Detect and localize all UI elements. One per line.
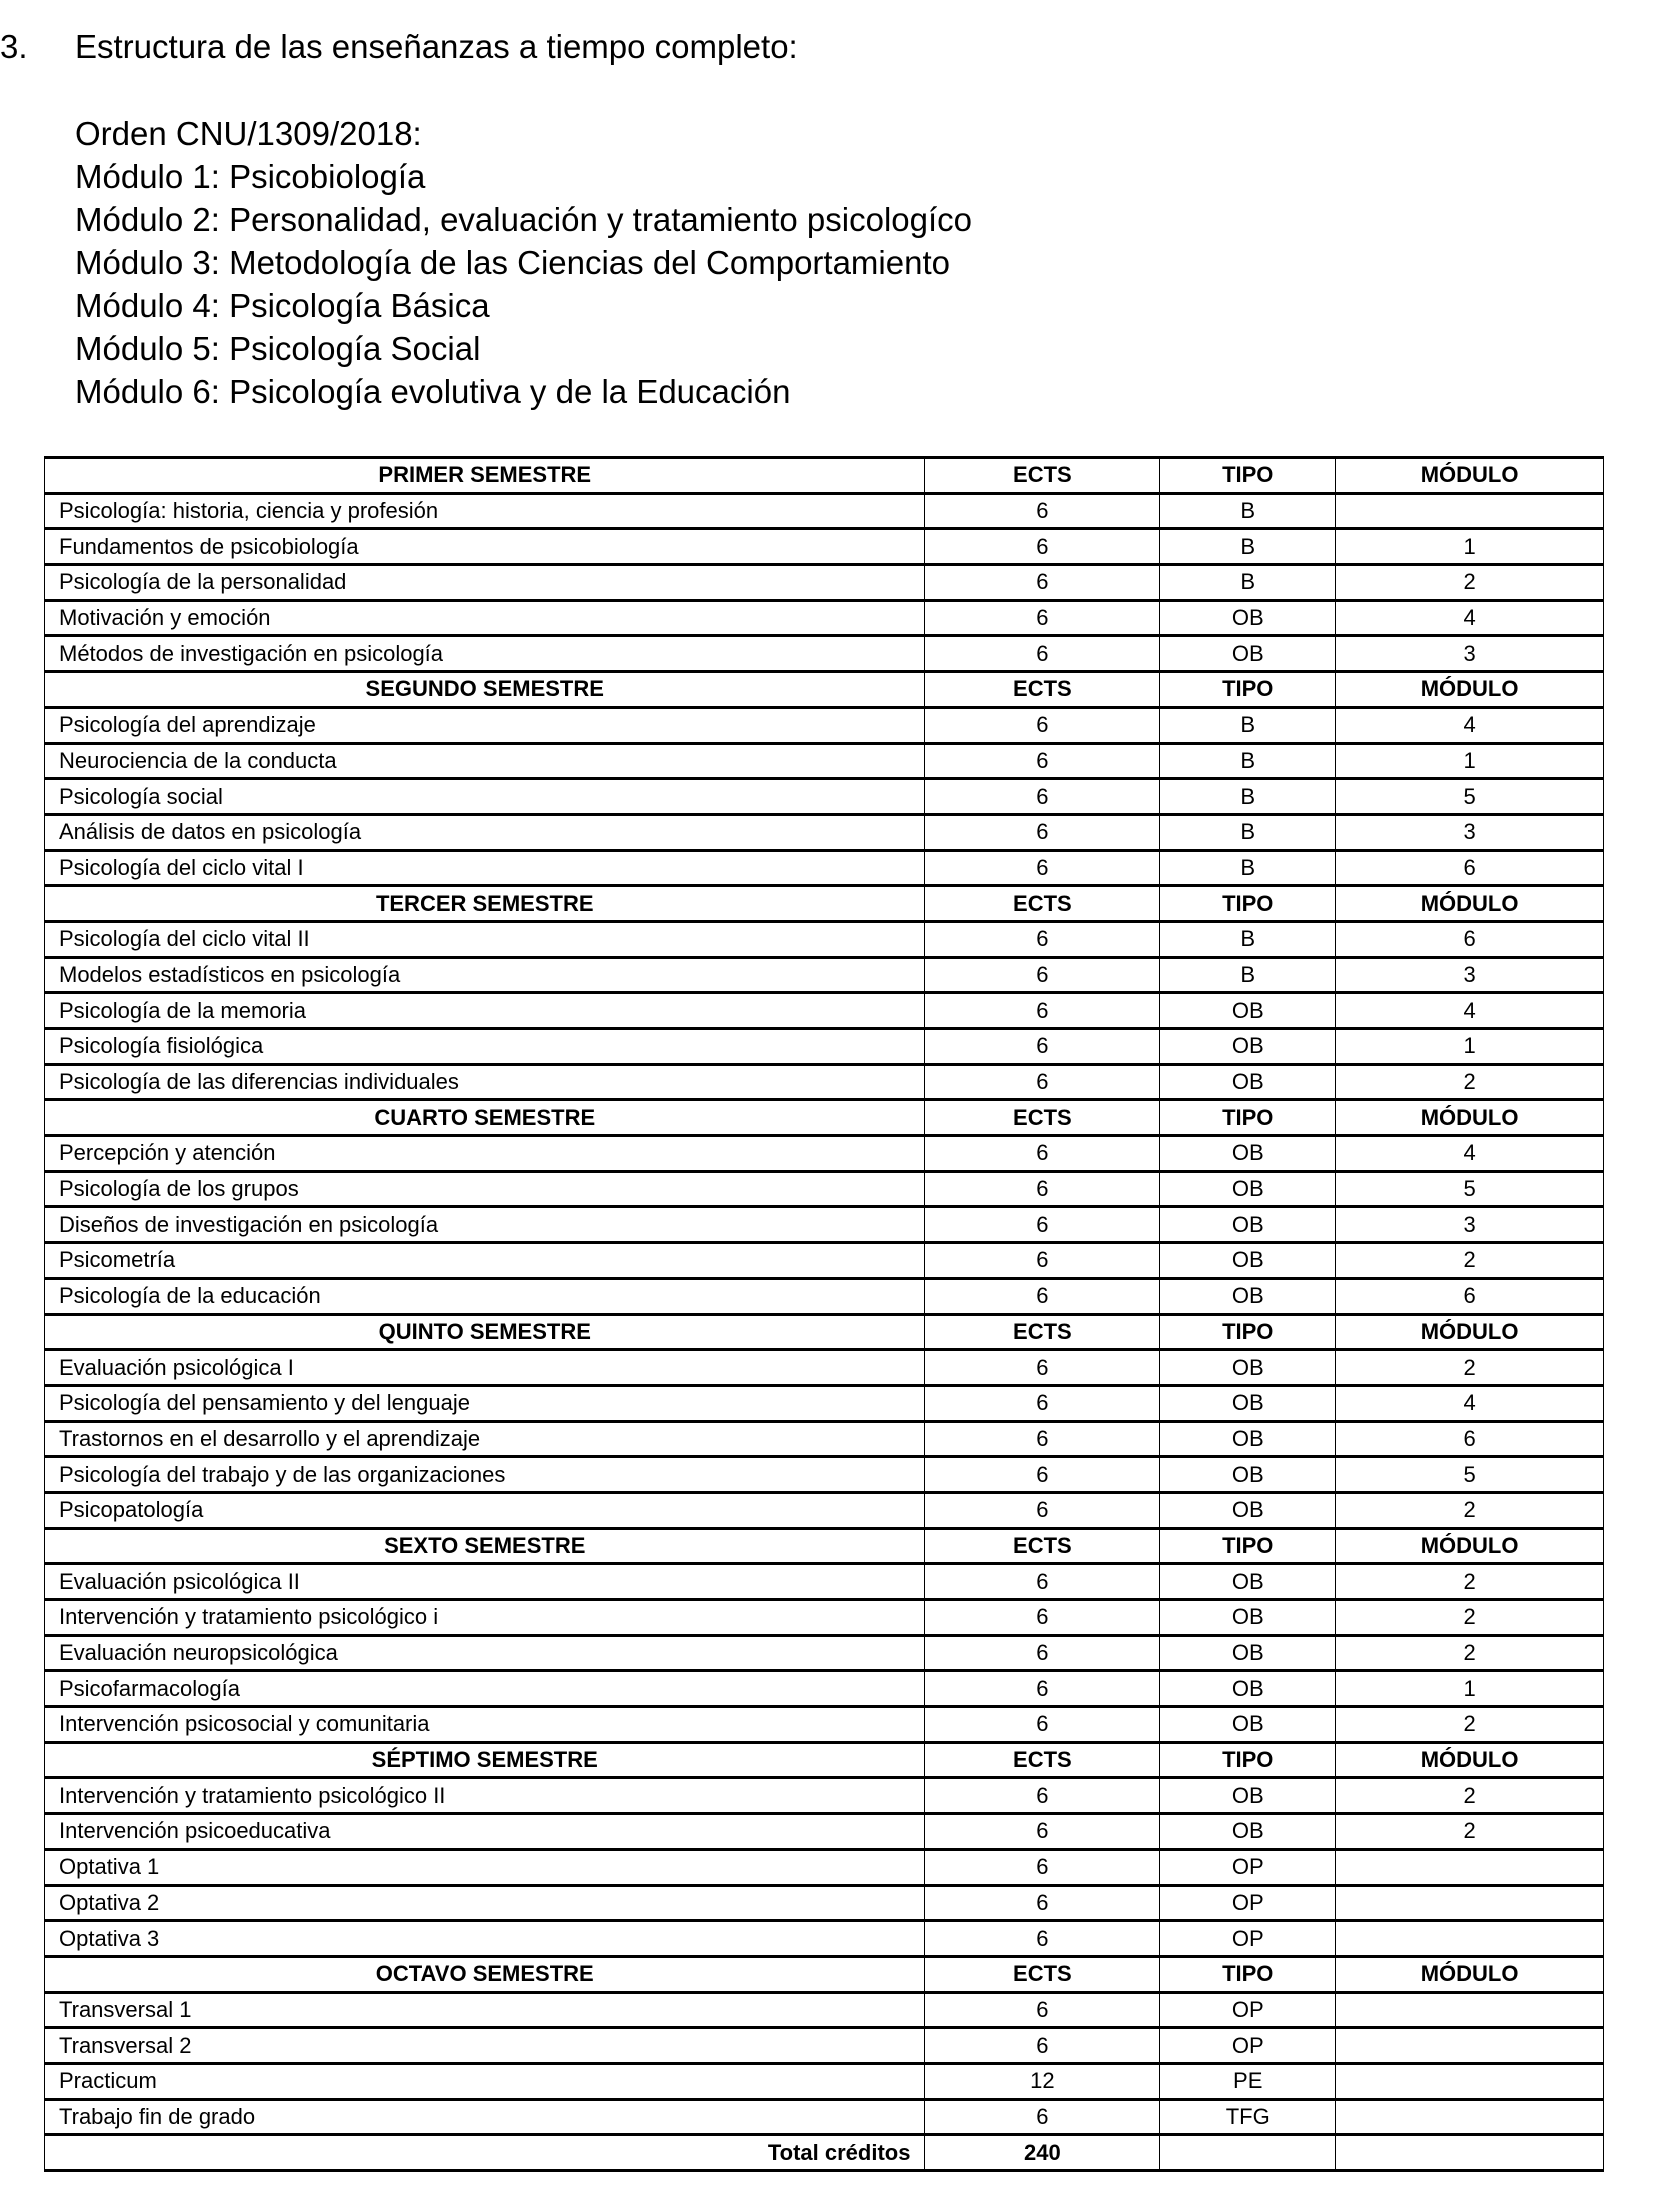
ects-value: 6 (925, 1992, 1160, 2028)
ects-value: 6 (925, 1671, 1160, 1707)
ects-value: 6 (925, 529, 1160, 565)
semester-title: SEXTO SEMESTRE (45, 1528, 925, 1564)
ects-value: 6 (925, 1421, 1160, 1457)
section-title: Estructura de las enseñanzas a tiempo completo: (75, 28, 798, 65)
table-row (45, 600, 1604, 636)
modulo-header: MÓDULO (1336, 672, 1604, 708)
tipo-value: OB (1160, 1564, 1336, 1600)
subject-name: Psicología del ciclo vital II (45, 921, 925, 957)
ects-header: ECTS (925, 1528, 1160, 1564)
table-row (45, 957, 1604, 993)
ects-value: 6 (925, 1778, 1160, 1814)
module-item: Módulo 2: Personalidad, evaluación y tratamiento psicologíco (75, 201, 973, 238)
ects-value: 6 (925, 1457, 1160, 1493)
tipo-value: PE (1160, 2063, 1336, 2099)
table-row (45, 743, 1604, 779)
tipo-value: OB (1160, 1350, 1336, 1386)
subject-name: Métodos de investigación en psicología (45, 636, 925, 672)
table-row (45, 1243, 1604, 1279)
tipo-value: B (1160, 707, 1336, 743)
ects-value: 6 (925, 1921, 1160, 1957)
semester-title: OCTAVO SEMESTRE (45, 1956, 925, 1992)
tipo-value: OB (1160, 1171, 1336, 1207)
total-value: 240 (925, 2135, 1160, 2171)
subject-name: Transversal 2 (45, 2028, 925, 2064)
total-row (45, 2135, 1604, 2171)
tipo-value: OB (1160, 1278, 1336, 1314)
modulo-value: 6 (1336, 921, 1604, 957)
ects-value: 6 (925, 993, 1160, 1029)
table-row (45, 850, 1604, 886)
ects-header: ECTS (925, 458, 1160, 494)
modulo-value: 2 (1336, 1814, 1604, 1850)
modulo-value: 5 (1336, 1171, 1604, 1207)
ects-header: ECTS (925, 1956, 1160, 1992)
table-row (45, 1778, 1604, 1814)
semester-title: SÉPTIMO SEMESTRE (45, 1742, 925, 1778)
tipo-value: OB (1160, 993, 1336, 1029)
modulo-value: 4 (1336, 1385, 1604, 1421)
table-row (45, 1421, 1604, 1457)
table-row (45, 1278, 1604, 1314)
tipo-value: OB (1160, 1421, 1336, 1457)
module-item: Módulo 4: Psicología Básica (75, 287, 490, 324)
tipo-value: OB (1160, 1064, 1336, 1100)
modulo-value: 3 (1336, 814, 1604, 850)
modulo-value: 2 (1336, 1243, 1604, 1279)
tipo-value: OB (1160, 1671, 1336, 1707)
subject-name: Psicología de la educación (45, 1278, 925, 1314)
tipo-value: B (1160, 921, 1336, 957)
subject-name: Percepción y atención (45, 1136, 925, 1172)
modulo-value (1336, 1992, 1604, 2028)
modulo-value: 2 (1336, 1564, 1604, 1600)
tipo-value: OB (1160, 1492, 1336, 1528)
tipo-value: OP (1160, 1849, 1336, 1885)
modulo-value: 2 (1336, 1635, 1604, 1671)
ects-header: ECTS (925, 1314, 1160, 1350)
modulo-header: MÓDULO (1336, 886, 1604, 922)
tipo-value: OB (1160, 1385, 1336, 1421)
table-row (45, 636, 1604, 672)
ects-value: 6 (925, 2099, 1160, 2135)
semester-title: TERCER SEMESTRE (45, 886, 925, 922)
modulo-header: MÓDULO (1336, 1742, 1604, 1778)
tipo-value: OP (1160, 1992, 1336, 2028)
ects-header: ECTS (925, 886, 1160, 922)
tipo-header: TIPO (1160, 672, 1336, 708)
ects-value: 6 (925, 957, 1160, 993)
modulo-value: 3 (1336, 636, 1604, 672)
modulo-value: 5 (1336, 779, 1604, 815)
subject-name: Intervención psicoeducativa (45, 1814, 925, 1850)
subject-name: Psicología social (45, 779, 925, 815)
ects-value: 6 (925, 1885, 1160, 1921)
table-row (45, 1564, 1604, 1600)
empty-cell (1160, 2135, 1336, 2171)
subject-name: Psicometría (45, 1243, 925, 1279)
tipo-value: B (1160, 743, 1336, 779)
semester-header-row (45, 458, 1604, 494)
semester-header-row (45, 1314, 1604, 1350)
modulo-value: 6 (1336, 1421, 1604, 1457)
tipo-value: OB (1160, 1457, 1336, 1493)
subject-name: Análisis de datos en psicología (45, 814, 925, 850)
tipo-value: OB (1160, 1635, 1336, 1671)
ects-value: 6 (925, 1278, 1160, 1314)
modulo-value: 3 (1336, 957, 1604, 993)
semester-header-row (45, 1100, 1604, 1136)
tipo-header: TIPO (1160, 1956, 1336, 1992)
ects-value: 6 (925, 2028, 1160, 2064)
modulo-value (1336, 2028, 1604, 2064)
subject-name: Evaluación psicológica II (45, 1564, 925, 1600)
modulo-value (1336, 2099, 1604, 2135)
ects-value: 6 (925, 1707, 1160, 1743)
curriculum-table (44, 456, 1604, 2172)
module-list (75, 112, 972, 413)
modulo-value: 6 (1336, 850, 1604, 886)
subject-name: Modelos estadísticos en psicología (45, 957, 925, 993)
tipo-header: TIPO (1160, 1314, 1336, 1350)
ects-value: 6 (925, 1385, 1160, 1421)
modulo-value (1336, 2063, 1604, 2099)
modulo-value: 3 (1336, 1207, 1604, 1243)
semester-header-row (45, 1742, 1604, 1778)
modulo-header: MÓDULO (1336, 1528, 1604, 1564)
modulo-value: 2 (1336, 1064, 1604, 1100)
table-row (45, 1385, 1604, 1421)
tipo-value: OP (1160, 2028, 1336, 2064)
subject-name: Psicología de la memoria (45, 993, 925, 1029)
table-row (45, 779, 1604, 815)
subject-name: Optativa 2 (45, 1885, 925, 1921)
tipo-value: B (1160, 565, 1336, 601)
tipo-value: OP (1160, 1921, 1336, 1957)
subject-name: Psicología: historia, ciencia y profesión (45, 493, 925, 529)
empty-cell (1336, 2135, 1604, 2171)
module-item: Módulo 1: Psicobiología (75, 158, 426, 195)
table-row (45, 993, 1604, 1029)
modulo-value: 2 (1336, 565, 1604, 601)
ects-value: 6 (925, 1492, 1160, 1528)
semester-header-row (45, 1956, 1604, 1992)
ects-value: 6 (925, 1207, 1160, 1243)
modulo-value: 1 (1336, 1029, 1604, 1065)
ects-header: ECTS (925, 1742, 1160, 1778)
tipo-value: OB (1160, 1029, 1336, 1065)
ects-value: 6 (925, 1064, 1160, 1100)
ects-value: 6 (925, 1849, 1160, 1885)
subject-name: Psicología fisiológica (45, 1029, 925, 1065)
modulo-value (1336, 1921, 1604, 1957)
modulo-header: MÓDULO (1336, 1314, 1604, 1350)
section-number: 3. (0, 28, 28, 65)
subject-name: Psicología de los grupos (45, 1171, 925, 1207)
tipo-value: B (1160, 814, 1336, 850)
subject-name: Intervención y tratamiento psicológico i (45, 1600, 925, 1636)
table-row (45, 1136, 1604, 1172)
subject-name: Psicología de la personalidad (45, 565, 925, 601)
table-row (45, 1635, 1604, 1671)
modulo-value: 4 (1336, 600, 1604, 636)
table-row (45, 1207, 1604, 1243)
modulo-value: 1 (1336, 743, 1604, 779)
subject-name: Practicum (45, 2063, 925, 2099)
subject-name: Trastornos en el desarrollo y el aprendizaje (45, 1421, 925, 1457)
tipo-value: OB (1160, 600, 1336, 636)
tipo-value: OB (1160, 1136, 1336, 1172)
tipo-value: OB (1160, 1814, 1336, 1850)
tipo-header: TIPO (1160, 1528, 1336, 1564)
section-heading (0, 28, 798, 66)
ects-value: 6 (925, 743, 1160, 779)
semester-header-row (45, 886, 1604, 922)
table-row (45, 1600, 1604, 1636)
modulo-value (1336, 1849, 1604, 1885)
table-row (45, 1885, 1604, 1921)
table-row (45, 1492, 1604, 1528)
modulo-value: 4 (1336, 1136, 1604, 1172)
subject-name: Psicología del trabajo y de las organizaciones (45, 1457, 925, 1493)
tipo-value: OB (1160, 1707, 1336, 1743)
tipo-value: B (1160, 493, 1336, 529)
subject-name: Intervención psicosocial y comunitaria (45, 1707, 925, 1743)
order-reference: Orden CNU/1309/2018: (75, 115, 422, 152)
ects-value: 6 (925, 779, 1160, 815)
tipo-value: TFG (1160, 2099, 1336, 2135)
ects-value: 6 (925, 600, 1160, 636)
subject-name: Transversal 1 (45, 1992, 925, 2028)
modulo-value: 4 (1336, 707, 1604, 743)
ects-header: ECTS (925, 1100, 1160, 1136)
table-row (45, 1849, 1604, 1885)
tipo-value: OP (1160, 1885, 1336, 1921)
subject-name: Psicología del aprendizaje (45, 707, 925, 743)
modulo-value: 2 (1336, 1600, 1604, 1636)
table-row (45, 2099, 1604, 2135)
ects-value: 12 (925, 2063, 1160, 2099)
tipo-value: B (1160, 529, 1336, 565)
module-item: Módulo 3: Metodología de las Ciencias del Comportamiento (75, 244, 950, 281)
subject-name: Psicopatología (45, 1492, 925, 1528)
tipo-header: TIPO (1160, 1100, 1336, 1136)
modulo-value: 4 (1336, 993, 1604, 1029)
tipo-value: OB (1160, 1600, 1336, 1636)
ects-value: 6 (925, 1635, 1160, 1671)
module-item: Módulo 5: Psicología Social (75, 330, 481, 367)
semester-header-row (45, 1528, 1604, 1564)
subject-name: Psicofarmacología (45, 1671, 925, 1707)
tipo-value: B (1160, 779, 1336, 815)
semester-title: SEGUNDO SEMESTRE (45, 672, 925, 708)
modulo-header: MÓDULO (1336, 1956, 1604, 1992)
module-item: Módulo 6: Psicología evolutiva y de la Educación (75, 373, 791, 410)
table-row (45, 921, 1604, 957)
table-row (45, 565, 1604, 601)
ects-value: 6 (925, 1814, 1160, 1850)
modulo-value: 1 (1336, 529, 1604, 565)
tipo-header: TIPO (1160, 458, 1336, 494)
tipo-value: OB (1160, 1207, 1336, 1243)
tipo-value: B (1160, 850, 1336, 886)
subject-name: Trabajo fin de grado (45, 2099, 925, 2135)
tipo-value: OB (1160, 1778, 1336, 1814)
ects-value: 6 (925, 921, 1160, 957)
tipo-value: B (1160, 957, 1336, 993)
table-row (45, 2063, 1604, 2099)
ects-value: 6 (925, 1350, 1160, 1386)
table-row (45, 1350, 1604, 1386)
subject-name: Evaluación neuropsicológica (45, 1635, 925, 1671)
table-row (45, 493, 1604, 529)
subject-name: Evaluación psicológica I (45, 1350, 925, 1386)
modulo-header: MÓDULO (1336, 458, 1604, 494)
table-row (45, 1921, 1604, 1957)
ects-value: 6 (925, 1171, 1160, 1207)
semester-title: CUARTO SEMESTRE (45, 1100, 925, 1136)
table-row (45, 2028, 1604, 2064)
subject-name: Neurociencia de la conducta (45, 743, 925, 779)
table-row (45, 1814, 1604, 1850)
tipo-value: OB (1160, 1243, 1336, 1279)
semester-header-row (45, 672, 1604, 708)
modulo-value: 2 (1336, 1707, 1604, 1743)
subject-name: Psicología de las diferencias individuales (45, 1064, 925, 1100)
ects-header: ECTS (925, 672, 1160, 708)
ects-value: 6 (925, 1600, 1160, 1636)
modulo-value: 2 (1336, 1492, 1604, 1528)
table-row (45, 529, 1604, 565)
table-row (45, 1992, 1604, 2028)
subject-name: Optativa 3 (45, 1921, 925, 1957)
subject-name: Intervención y tratamiento psicológico II (45, 1778, 925, 1814)
modulo-value: 1 (1336, 1671, 1604, 1707)
ects-value: 6 (925, 850, 1160, 886)
ects-value: 6 (925, 493, 1160, 529)
table-row (45, 1457, 1604, 1493)
ects-value: 6 (925, 814, 1160, 850)
modulo-value: 2 (1336, 1778, 1604, 1814)
ects-value: 6 (925, 707, 1160, 743)
tipo-header: TIPO (1160, 1742, 1336, 1778)
subject-name: Optativa 1 (45, 1849, 925, 1885)
table-row (45, 1171, 1604, 1207)
tipo-value: OB (1160, 636, 1336, 672)
modulo-value: 2 (1336, 1350, 1604, 1386)
semester-title: PRIMER SEMESTRE (45, 458, 925, 494)
subject-name: Psicología del pensamiento y del lenguaje (45, 1385, 925, 1421)
ects-value: 6 (925, 636, 1160, 672)
subject-name: Motivación y emoción (45, 600, 925, 636)
modulo-header: MÓDULO (1336, 1100, 1604, 1136)
total-label: Total créditos (45, 2135, 925, 2171)
subject-name: Fundamentos de psicobiología (45, 529, 925, 565)
modulo-value: 6 (1336, 1278, 1604, 1314)
ects-value: 6 (925, 1243, 1160, 1279)
subject-name: Diseños de investigación en psicología (45, 1207, 925, 1243)
ects-value: 6 (925, 1564, 1160, 1600)
modulo-value (1336, 493, 1604, 529)
table-row (45, 1029, 1604, 1065)
table-row (45, 814, 1604, 850)
subject-name: Psicología del ciclo vital I (45, 850, 925, 886)
tipo-header: TIPO (1160, 886, 1336, 922)
table-row (45, 707, 1604, 743)
table-row (45, 1671, 1604, 1707)
ects-value: 6 (925, 1136, 1160, 1172)
ects-value: 6 (925, 1029, 1160, 1065)
table-row (45, 1707, 1604, 1743)
table-row (45, 1064, 1604, 1100)
semester-title: QUINTO SEMESTRE (45, 1314, 925, 1350)
modulo-value: 5 (1336, 1457, 1604, 1493)
modulo-value (1336, 1885, 1604, 1921)
ects-value: 6 (925, 565, 1160, 601)
